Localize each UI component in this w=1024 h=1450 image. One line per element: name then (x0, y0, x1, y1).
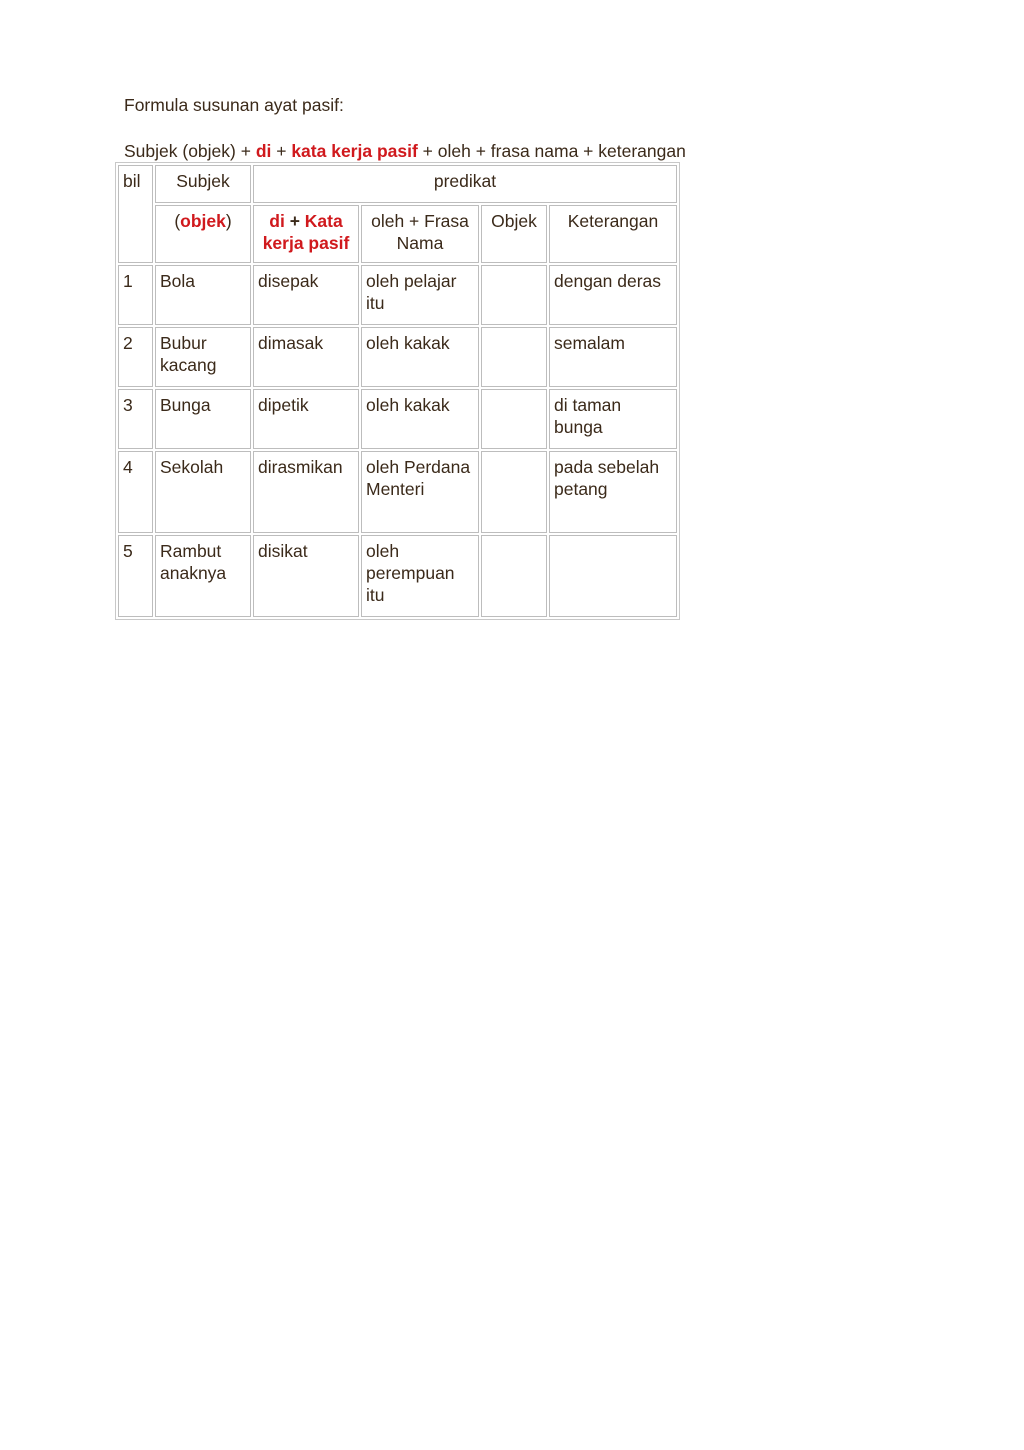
cell-keterangan: semalam (549, 327, 677, 387)
table-row (118, 451, 677, 533)
formula-part-rest: + oleh + frasa nama + keterangan (417, 141, 686, 161)
header-bil: bil (118, 165, 153, 263)
cell-oleh: oleh Perdana Menteri (361, 451, 479, 533)
cell-bil: 4 (118, 451, 153, 533)
table-row (118, 327, 677, 387)
cell-subjek: Bunga (155, 389, 251, 449)
passive-formula (124, 140, 686, 162)
objek-close-paren: ) (225, 211, 232, 231)
header-oleh-frasa-nama: oleh + Frasa Nama (361, 205, 479, 263)
cell-objek (481, 327, 547, 387)
header-objek (155, 205, 251, 263)
passive-sentence-table (115, 162, 680, 620)
table-row (118, 535, 677, 617)
header-predikat: predikat (253, 165, 677, 203)
cell-keterangan: pada sebelah petang (549, 451, 677, 533)
cell-objek (481, 535, 547, 617)
cell-keterangan: dengan deras (549, 265, 677, 325)
cell-oleh: oleh kakak (361, 389, 479, 449)
cell-objek (481, 389, 547, 449)
header-plus: + (284, 211, 305, 231)
objek-open-paren: ( (174, 211, 181, 231)
cell-objek (481, 265, 547, 325)
cell-bil: 1 (118, 265, 153, 325)
header-di: di (269, 211, 285, 231)
cell-kata-kerja: dimasak (253, 327, 359, 387)
cell-kata-kerja: disikat (253, 535, 359, 617)
header-kata: Kata (304, 211, 343, 231)
formula-part-subjek: Subjek (objek) + (124, 141, 256, 161)
table-row (118, 389, 677, 449)
cell-oleh: oleh perempuan itu (361, 535, 479, 617)
table-row (118, 265, 677, 325)
header-kerja-pasif: kerja pasif (262, 233, 350, 253)
cell-oleh: oleh pelajar itu (361, 265, 479, 325)
formula-plus: + (271, 141, 292, 161)
cell-objek (481, 451, 547, 533)
cell-subjek: Bola (155, 265, 251, 325)
cell-oleh: oleh kakak (361, 327, 479, 387)
table-header-row-2 (118, 205, 677, 263)
cell-bil: 2 (118, 327, 153, 387)
cell-bil: 3 (118, 389, 153, 449)
cell-keterangan (549, 535, 677, 617)
header-keterangan: Keterangan (549, 205, 677, 263)
header-objek-col: Objek (481, 205, 547, 263)
page-heading: Formula susunan ayat pasif: (124, 95, 344, 115)
cell-subjek: Bubur kacang (155, 327, 251, 387)
cell-kata-kerja: dipetik (253, 389, 359, 449)
cell-subjek: Sekolah (155, 451, 251, 533)
cell-kata-kerja: disepak (253, 265, 359, 325)
objek-label: objek (180, 211, 226, 231)
header-kata-kerja-pasif (253, 205, 359, 263)
formula-di: di (255, 141, 272, 161)
cell-keterangan: di taman bunga (549, 389, 677, 449)
cell-bil: 5 (118, 535, 153, 617)
cell-subjek: Rambut anaknya (155, 535, 251, 617)
formula-kata-kerja-pasif: kata kerja pasif (291, 141, 418, 161)
table-header-row-1 (118, 165, 677, 203)
header-subjek: Subjek (155, 165, 251, 203)
cell-kata-kerja: dirasmikan (253, 451, 359, 533)
